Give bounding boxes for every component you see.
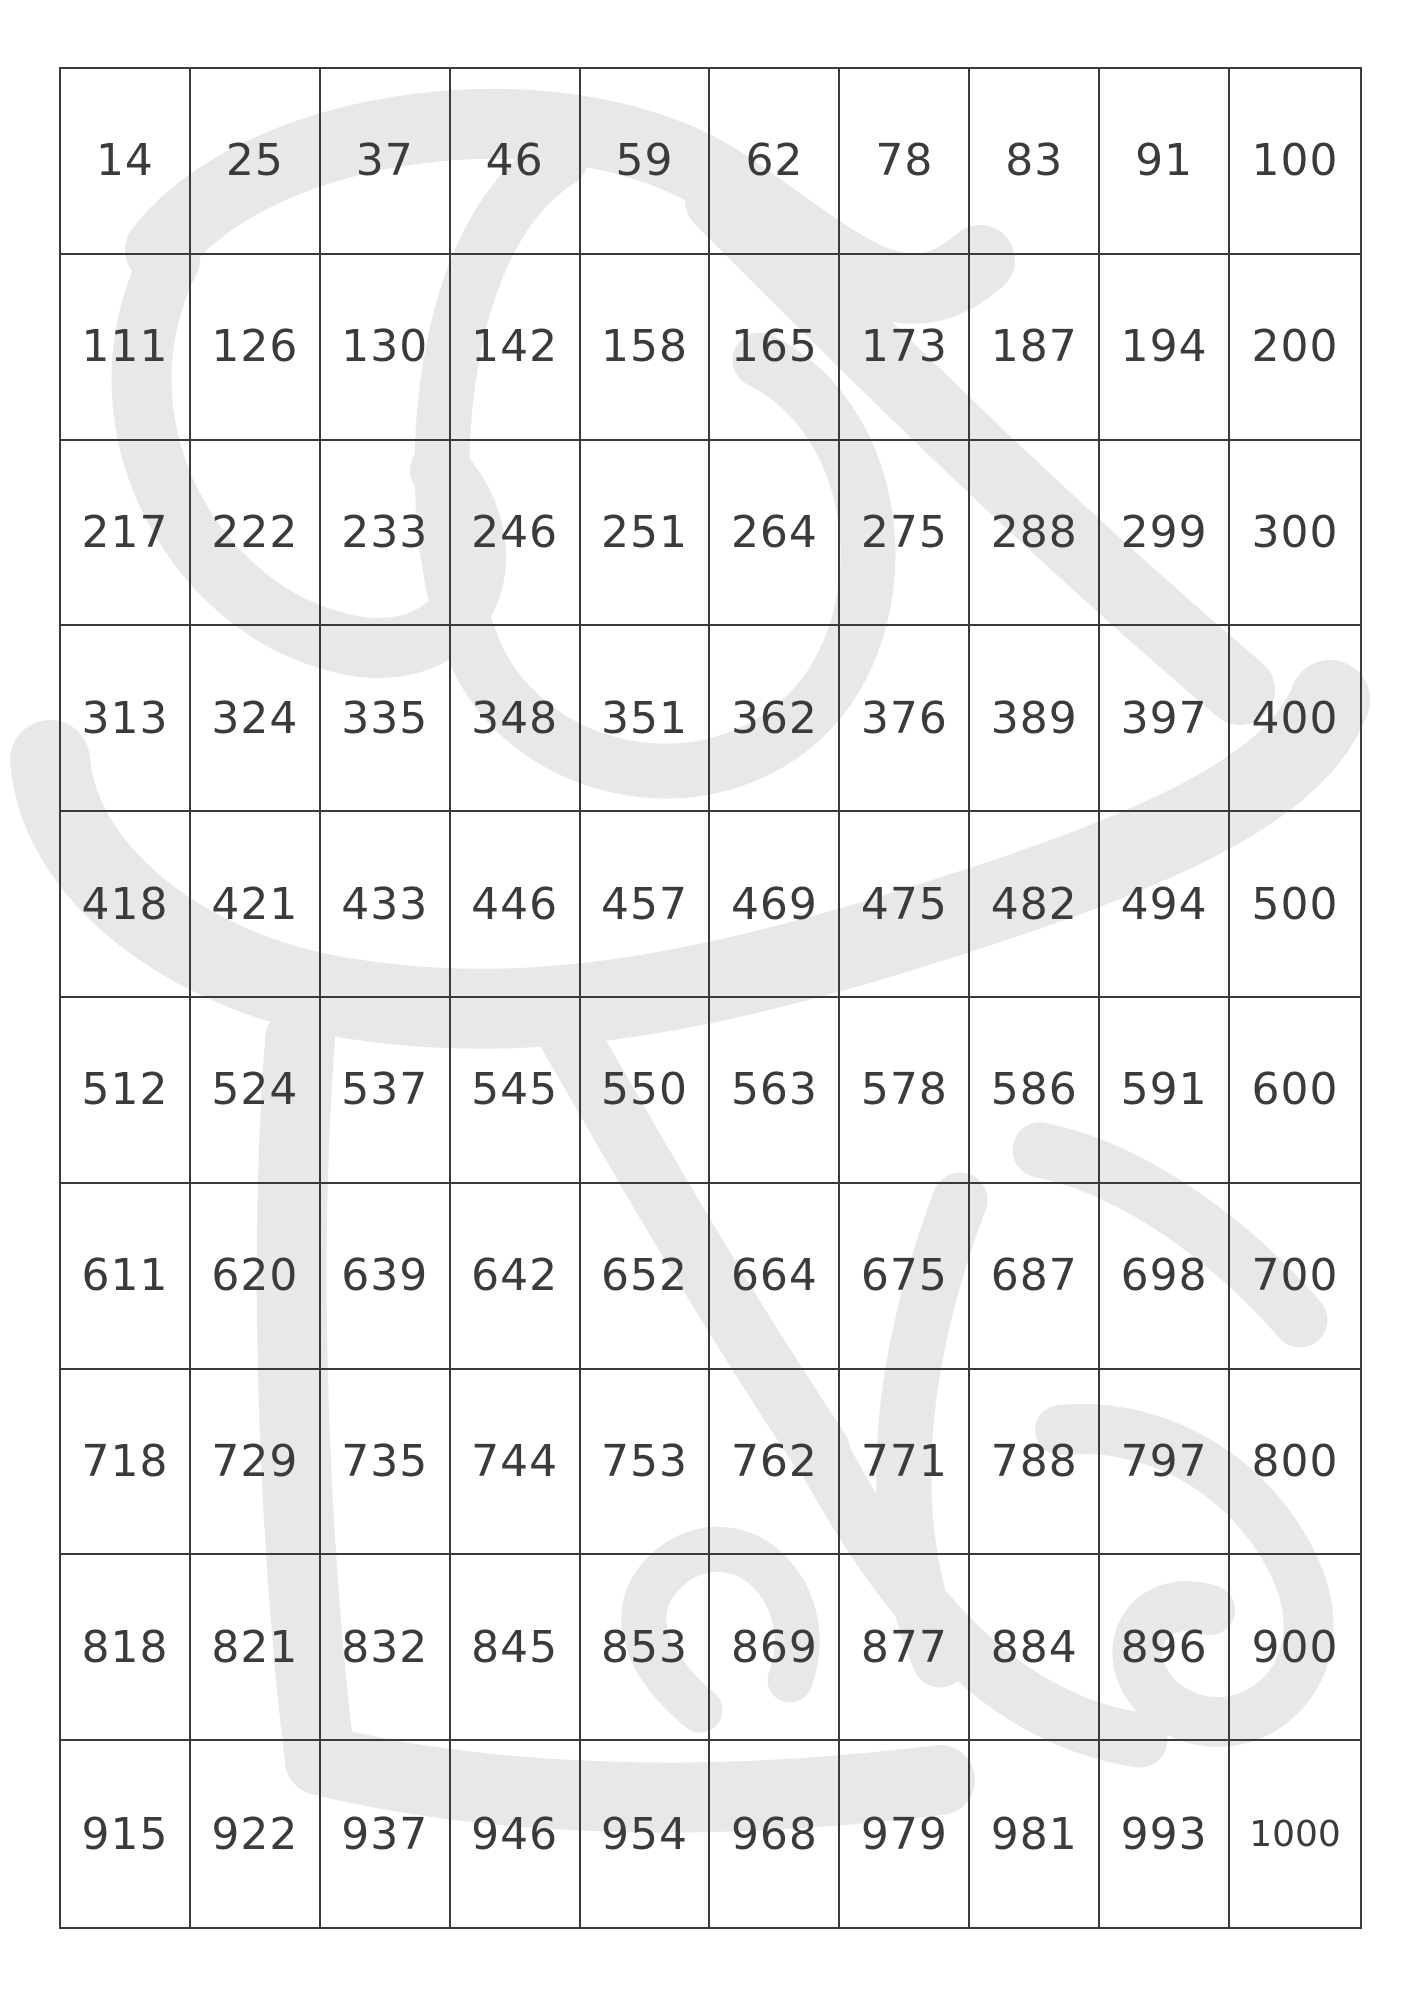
number-cell: 979 — [840, 1741, 970, 1927]
number-cell: 744 — [451, 1370, 581, 1556]
number-grid — [59, 67, 1362, 1929]
number-cell: 968 — [710, 1741, 840, 1927]
number-cell: 753 — [581, 1370, 711, 1556]
number-cell: 25 — [191, 69, 321, 255]
number-cell: 397 — [1100, 626, 1230, 812]
number-cell: 348 — [451, 626, 581, 812]
number-cell: 771 — [840, 1370, 970, 1556]
number-cell: 351 — [581, 626, 711, 812]
number-cell: 698 — [1100, 1184, 1230, 1370]
number-cell: 832 — [321, 1555, 451, 1741]
number-cell: 718 — [61, 1370, 191, 1556]
number-cell: 59 — [581, 69, 711, 255]
number-cell: 446 — [451, 812, 581, 998]
number-cell: 275 — [840, 441, 970, 627]
number-cell: 687 — [970, 1184, 1100, 1370]
number-cell: 877 — [840, 1555, 970, 1741]
number-cell: 620 — [191, 1184, 321, 1370]
number-cell: 14 — [61, 69, 191, 255]
number-cell: 954 — [581, 1741, 711, 1927]
number-cell: 78 — [840, 69, 970, 255]
number-cell: 217 — [61, 441, 191, 627]
number-cell: 376 — [840, 626, 970, 812]
number-cell: 937 — [321, 1741, 451, 1927]
number-cell: 469 — [710, 812, 840, 998]
number-cell: 591 — [1100, 998, 1230, 1184]
number-cell: 111 — [61, 255, 191, 441]
number-cell: 457 — [581, 812, 711, 998]
number-cell: 91 — [1100, 69, 1230, 255]
number-cell: 194 — [1100, 255, 1230, 441]
number-cell: 524 — [191, 998, 321, 1184]
number-cell: 884 — [970, 1555, 1100, 1741]
number-cell: 869 — [710, 1555, 840, 1741]
number-cell: 896 — [1100, 1555, 1230, 1741]
number-cell: 494 — [1100, 812, 1230, 998]
number-cell: 142 — [451, 255, 581, 441]
number-cell: 433 — [321, 812, 451, 998]
number-cell: 264 — [710, 441, 840, 627]
number-cell: 482 — [970, 812, 1100, 998]
number-cell: 797 — [1100, 1370, 1230, 1556]
number-cell: 165 — [710, 255, 840, 441]
number-cell: 288 — [970, 441, 1100, 627]
number-cell: 946 — [451, 1741, 581, 1927]
number-cell: 762 — [710, 1370, 840, 1556]
number-cell: 130 — [321, 255, 451, 441]
number-cell: 845 — [451, 1555, 581, 1741]
number-cell: 735 — [321, 1370, 451, 1556]
number-cell: 600 — [1230, 998, 1360, 1184]
number-cell: 200 — [1230, 255, 1360, 441]
number-cell: 537 — [321, 998, 451, 1184]
number-cell: 652 — [581, 1184, 711, 1370]
number-cell: 400 — [1230, 626, 1360, 812]
number-cell: 512 — [61, 998, 191, 1184]
number-cell: 187 — [970, 255, 1100, 441]
number-cell: 800 — [1230, 1370, 1360, 1556]
number-cell: 362 — [710, 626, 840, 812]
number-cell: 611 — [61, 1184, 191, 1370]
number-cell: 700 — [1230, 1184, 1360, 1370]
number-cell: 993 — [1100, 1741, 1230, 1927]
number-cell: 421 — [191, 812, 321, 998]
number-cell: 251 — [581, 441, 711, 627]
number-cell: 915 — [61, 1741, 191, 1927]
number-cell: 922 — [191, 1741, 321, 1927]
number-cell: 222 — [191, 441, 321, 627]
number-cell: 821 — [191, 1555, 321, 1741]
number-cell: 675 — [840, 1184, 970, 1370]
number-cell: 62 — [710, 69, 840, 255]
number-cell: 500 — [1230, 812, 1360, 998]
number-cell: 37 — [321, 69, 451, 255]
number-cell: 545 — [451, 998, 581, 1184]
number-cell: 100 — [1230, 69, 1360, 255]
number-cell: 389 — [970, 626, 1100, 812]
number-cell: 126 — [191, 255, 321, 441]
number-cell: 1000 — [1249, 1813, 1341, 1855]
number-cell: 335 — [321, 626, 451, 812]
number-cell: 664 — [710, 1184, 840, 1370]
number-cell: 299 — [1100, 441, 1230, 627]
number-cell: 475 — [840, 812, 970, 998]
number-cell: 313 — [61, 626, 191, 812]
number-cell: 818 — [61, 1555, 191, 1741]
number-cell: 642 — [451, 1184, 581, 1370]
number-cell: 246 — [451, 441, 581, 627]
number-cell: 981 — [970, 1741, 1100, 1927]
number-cell: 158 — [581, 255, 711, 441]
number-cell: 83 — [970, 69, 1100, 255]
number-cell: 550 — [581, 998, 711, 1184]
number-cell: 324 — [191, 626, 321, 812]
number-cell: 853 — [581, 1555, 711, 1741]
number-cell: 639 — [321, 1184, 451, 1370]
number-cell: 233 — [321, 441, 451, 627]
number-cell: 586 — [970, 998, 1100, 1184]
number-cell: 173 — [840, 255, 970, 441]
number-cell: 788 — [970, 1370, 1100, 1556]
number-cell: 729 — [191, 1370, 321, 1556]
number-cell: 900 — [1230, 1555, 1360, 1741]
number-cell: 418 — [61, 812, 191, 998]
number-cell: 578 — [840, 998, 970, 1184]
number-cell: 563 — [710, 998, 840, 1184]
number-cell: 300 — [1230, 441, 1360, 627]
number-cell: 46 — [451, 69, 581, 255]
